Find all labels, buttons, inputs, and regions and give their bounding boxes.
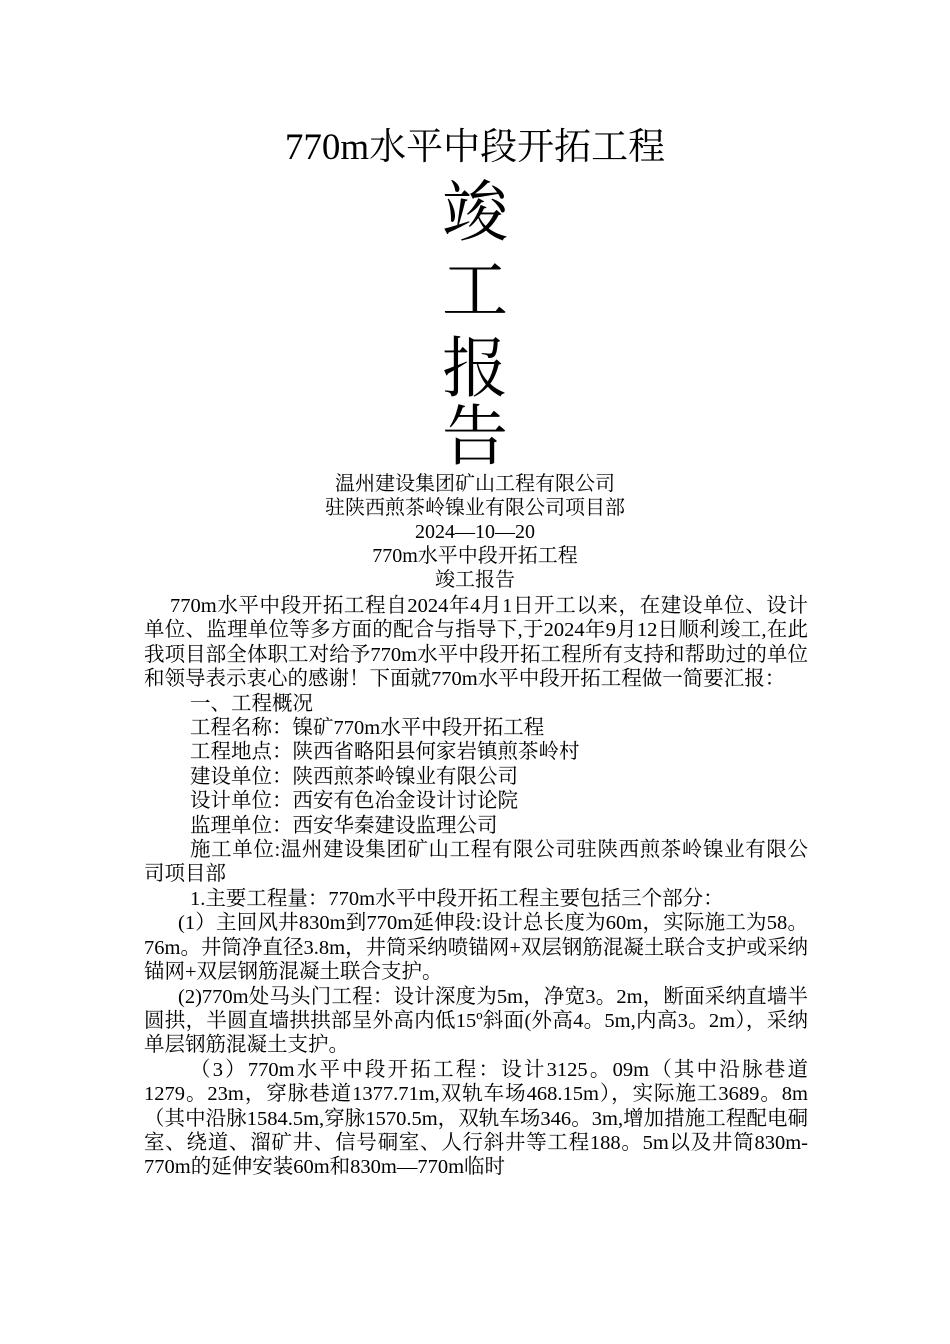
section-heading: 一、工程概况 <box>190 692 313 715</box>
cover-char-3: 报 <box>442 333 508 406</box>
company-name: 温州建设集团矿山工程有限公司 <box>335 473 615 495</box>
project-location: 工程地点：陕西省略阳县何家岩镇煎茶岭村 <box>190 741 580 764</box>
project-name: 工程名称：镍矿770m水平中段开拓工程 <box>190 717 545 740</box>
quantities-heading: 1.主要工程量：770m水平中段开拓工程主要包括三个部分： <box>190 887 724 910</box>
cover-char-2: 工 <box>442 255 508 328</box>
project-designer: 设计单位：西安有色冶金设计讨论院 <box>190 790 518 813</box>
item-3: （3）770m水平中段开拓工程：设计3125。09m（其中沿脉巷道1279。23m，穿脉巷道1377.71m,双轨车场468.15m），实际施工3689。8m（其中沿脉1584.5m,穿脉1570.5m，双轨车场346。3m,增加措施工程配电硐室、绕道、溜矿井、信号硐室、人行斜井等工程188。5m以及井筒830m-770m的延伸安装60m和830m—770m临时 <box>144 1058 808 1179</box>
department-name: 驻陕西煎茶岭镍业有限公司项目部 <box>325 497 625 519</box>
report-body <box>144 594 808 1180</box>
report-subtitle-2: 竣工报告 <box>435 569 515 591</box>
cover-char-4: 告 <box>442 401 508 474</box>
report-date: 2024—10—20 <box>415 521 535 543</box>
project-contractor: 施工单位:温州建设集团矿山工程有限公司驻陕西煎茶岭镍业有限公司项目部 <box>144 839 808 886</box>
item-2: (2)770m处马头门工程：设计深度为5m，净宽3。2m，断面采纳直墙半圆拱，半圆直墙拱拱部呈外高内低15º斜面(外高4。5m,内高3。2m），采纳单层钢筋混凝土支护。 <box>144 985 808 1057</box>
item-1: (1）主回风井830m到770m延伸段:设计总长度为60m，实际施工为58。76m。井筒净直径3.8m，井筒采纳喷锚网+双层钢筋混凝土联合支护或采纳锚网+双层钢筋混凝土联合支护。 <box>144 912 808 984</box>
intro-paragraph: 770m水平中段开拓工程自2024年4月1日开工以来，在建设单位、设计单位、监理单位等多方面的配合与指导下,于2024年9月12日顺利竣工,在此我项目部全体职工对给予770m水平中段开拓工程所有支持和帮助过的单位和领导表示衷心的感谢！下面就770m水平中段开拓工程做一简要汇报： <box>144 595 808 691</box>
project-owner: 建设单位：陕西煎茶岭镍业有限公司 <box>190 765 518 788</box>
report-subtitle-1: 770m水平中段开拓工程 <box>372 545 578 567</box>
cover-char-1: 竣 <box>442 177 508 250</box>
cover-title: 770m水平中段开拓工程 <box>284 127 666 168</box>
project-supervisor: 监理单位：西安华秦建设监理公司 <box>190 814 498 837</box>
